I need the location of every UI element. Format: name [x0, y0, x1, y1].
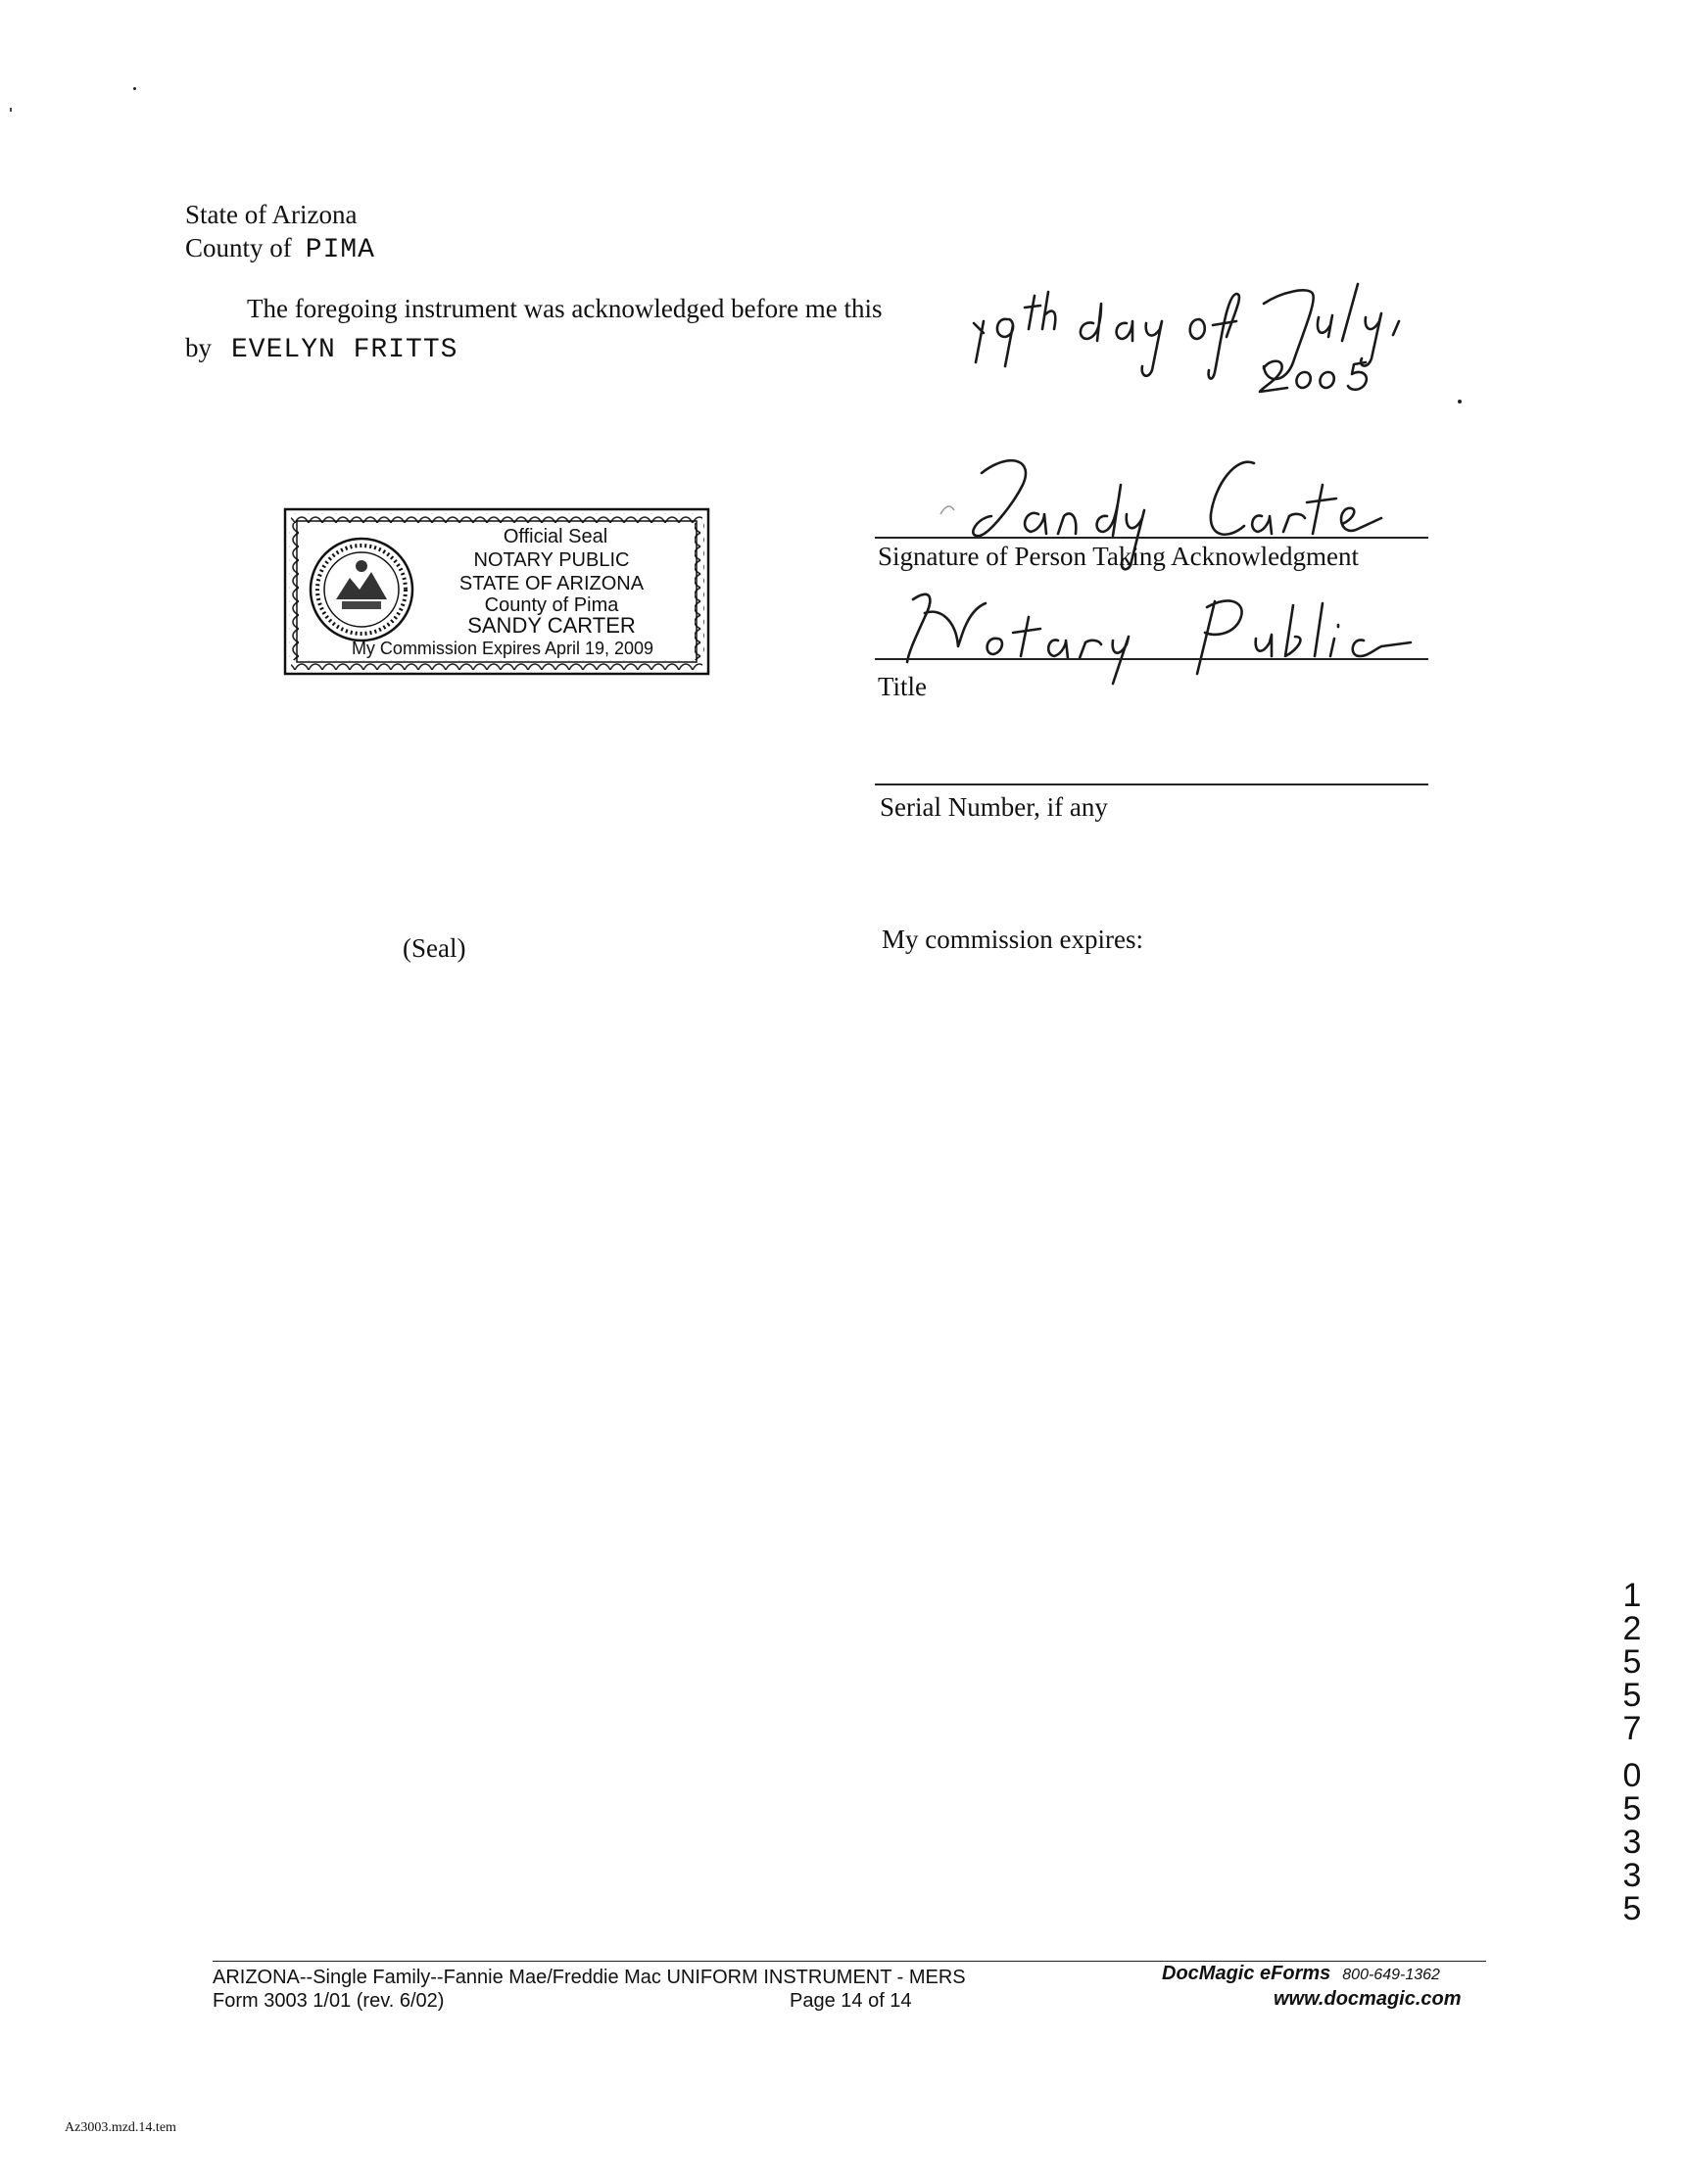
by-name: EVELYN FRITTS: [231, 335, 458, 365]
margin-digit: 5: [1622, 1643, 1642, 1681]
footer-website: www.docmagic.com: [1274, 1988, 1462, 2010]
footer-line-2: Form 3003 1/01 (rev. 6/02): [213, 1990, 445, 2012]
commission-label: My commission expires:: [882, 925, 1143, 954]
scan-speck: [10, 108, 12, 112]
state-seal-icon: [311, 539, 412, 641]
stamp-line-4: County of Pima: [484, 594, 619, 616]
margin-digit: 3: [1622, 1857, 1642, 1894]
margin-digit: 0: [1622, 1757, 1642, 1794]
stamp-line-1: Official Seal: [503, 526, 608, 547]
seal-label: (Seal): [403, 933, 466, 963]
serial-label: Serial Number, if any: [880, 792, 1108, 822]
title-line: [875, 658, 1428, 660]
serial-line: [875, 783, 1428, 785]
acknowledgment-text: The foregoing instrument was acknowledged before me this: [247, 294, 883, 323]
margin-digit: 5: [1622, 1677, 1642, 1714]
margin-digit: 3: [1622, 1824, 1642, 1861]
stamp-line-5: SANDY CARTER: [467, 613, 636, 638]
signature-line: [875, 537, 1428, 539]
state-line: State of Arizona: [185, 200, 358, 229]
stamp-line-3: STATE OF ARIZONA: [458, 573, 645, 594]
margin-document-number: [1613, 1579, 1652, 1925]
notary-stamp: [281, 505, 712, 678]
county-value: PIMA: [305, 235, 375, 265]
signature-label: Signature of Person Taking Acknowledgment: [878, 542, 1360, 571]
footer-line-1: ARIZONA--Single Family--Fannie Mae/Freddie Mac UNIFORM INSTRUMENT - MERS: [213, 1967, 966, 1988]
margin-digit: 2: [1622, 1610, 1642, 1647]
acknowledged-by-line: [185, 333, 457, 365]
footer-brand-block: [1162, 1963, 1440, 1985]
stamp-line-6: My Commission Expires April 19, 2009: [351, 639, 654, 658]
handwritten-title: [891, 578, 1420, 686]
county-line: [185, 233, 375, 265]
margin-digit: 1: [1622, 1577, 1642, 1614]
footer-phone: 800-649-1362: [1342, 1967, 1440, 1983]
by-label: by: [185, 333, 212, 362]
title-label: Title: [878, 672, 928, 701]
handwritten-date: [970, 264, 1479, 411]
stamp-line-2: NOTARY PUBLIC: [473, 549, 630, 571]
county-label: County of: [185, 233, 292, 262]
footer-page-number: Page 14 of 14: [790, 1990, 912, 2012]
footer-rule: [213, 1961, 1486, 1962]
margin-digit: 5: [1622, 1790, 1642, 1828]
scan-speck: [133, 87, 136, 90]
footer-file-code: Az3003.mzd.14.tem: [65, 2120, 176, 2135]
margin-digit: 7: [1622, 1710, 1642, 1747]
docmagic-logo: DocMagic eForms: [1162, 1963, 1331, 1984]
margin-digit: 5: [1622, 1890, 1642, 1927]
